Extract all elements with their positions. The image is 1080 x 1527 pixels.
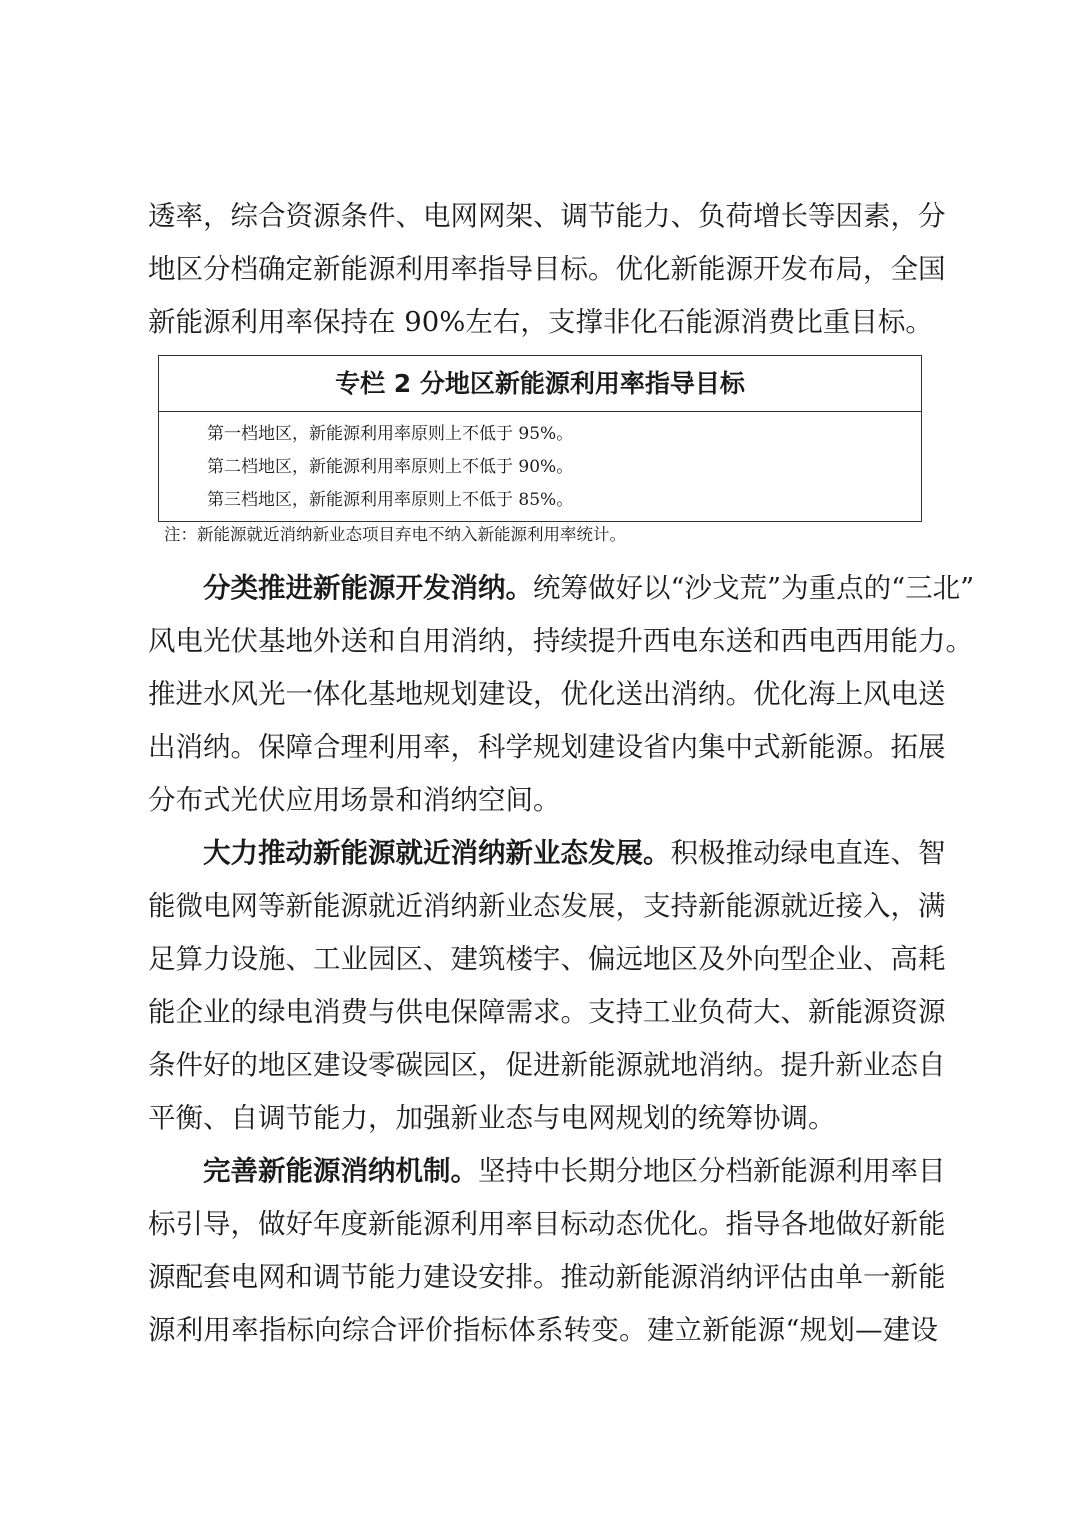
paragraph-line: 出消纳。保障合理利用率，科学规划建设省内集中式新能源。拓展 bbox=[148, 731, 946, 763]
paragraph-line bbox=[148, 1145, 946, 1198]
paragraph-line: 分布式光伏应用场景和消纳空间。 bbox=[148, 784, 561, 816]
paragraph-line: 条件好的地区建设零碳园区，促进新能源就地消纳。提升新业态自 bbox=[148, 1049, 946, 1081]
paragraph-text: 统筹做好以“沙戈荒”为重点的“三北” bbox=[533, 572, 975, 604]
column-box-row: 第一档地区，新能源利用率原则上不低于 95%。 bbox=[207, 424, 574, 444]
paragraph-lead: 大力推动新能源就近消纳新业态发展。 bbox=[203, 837, 671, 869]
paragraph-text: 积极推动绿电直连、智 bbox=[670, 837, 946, 869]
document-page bbox=[148, 190, 975, 1357]
column-box-row: 第三档地区，新能源利用率原则上不低于 85%。 bbox=[207, 490, 574, 510]
paragraph-line: 推进水风光一体化基地规划建设，优化送出消纳。优化海上风电送 bbox=[148, 678, 946, 710]
paragraph-line: 地区分档确定新能源利用率指导目标。优化新能源开发布局，全国 bbox=[148, 253, 946, 285]
paragraph-line: 新能源利用率保持在 90%左右，支撑非化石能源消费比重目标。 bbox=[148, 306, 933, 338]
paragraph-line: 源利用率指标向综合评价指标体系转变。建立新能源“规划—建设 bbox=[148, 1314, 938, 1346]
paragraph-line: 能企业的绿电消费与供电保障需求。支持工业负荷大、新能源资源 bbox=[148, 996, 946, 1028]
paragraph-line: 能微电网等新能源就近消纳新业态发展，支持新能源就近接入，满 bbox=[148, 890, 946, 922]
paragraph-line: 透率，综合资源条件、电网网架、调节能力、负荷增长等因素，分 bbox=[148, 200, 946, 232]
paragraph-line bbox=[148, 562, 975, 615]
paragraph-line: 标引导，做好年度新能源利用率目标动态优化。指导各地做好新能 bbox=[148, 1208, 946, 1240]
column-box-row: 第二档地区，新能源利用率原则上不低于 90%。 bbox=[207, 457, 574, 477]
paragraph-line: 源配套电网和调节能力建设安排。推动新能源消纳评估由单一新能 bbox=[148, 1261, 946, 1293]
paragraph-lead: 完善新能源消纳机制。 bbox=[203, 1155, 478, 1187]
column-box-body bbox=[159, 412, 921, 521]
column-box-title: 专栏 2 分地区新能源利用率指导目标 bbox=[159, 356, 921, 412]
paragraph-text: 坚持中长期分地区分档新能源利用率目 bbox=[478, 1155, 946, 1187]
paragraph-line: 平衡、自调节能力，加强新业态与电网规划的统筹协调。 bbox=[148, 1102, 836, 1134]
paragraph-line: 足算力设施、工业园区、建筑楼宇、偏远地区及外向型企业、高耗 bbox=[148, 943, 946, 975]
paragraph-lead: 分类推进新能源开发消纳。 bbox=[203, 572, 533, 604]
column-box-note: 注：新能源就近消纳新业态项目弃电不纳入新能源利用率统计。 bbox=[164, 525, 626, 544]
paragraph-line: 风电光伏基地外送和自用消纳，持续提升西电东送和西电西用能力。 bbox=[148, 625, 973, 657]
paragraph-line bbox=[148, 827, 946, 880]
column-box bbox=[158, 355, 922, 522]
